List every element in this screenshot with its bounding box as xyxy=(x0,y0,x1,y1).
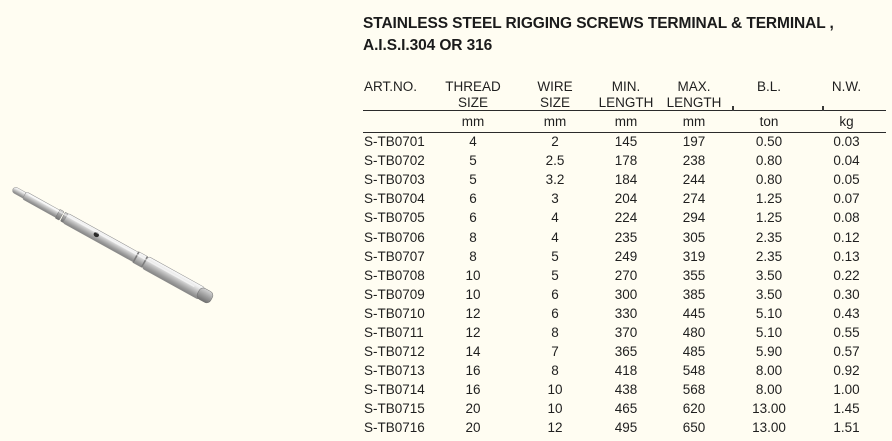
cell-bl: 5.90 xyxy=(755,344,783,360)
cell-art_no: S-TB0712 xyxy=(364,344,425,360)
col-header2-bl xyxy=(731,94,807,111)
product-photo xyxy=(0,0,345,441)
cell-art_no: S-TB0711 xyxy=(364,324,424,340)
cell-wire_size: 5 xyxy=(551,267,559,283)
cell-max_length: 197 xyxy=(682,134,706,150)
cell-bl: 1.25 xyxy=(755,210,783,226)
cell-wire_size: 6 xyxy=(551,305,559,321)
cell-thread_size: 5 xyxy=(469,153,477,169)
cell-min_length: 145 xyxy=(614,134,638,150)
cell-bl: 0.80 xyxy=(755,172,783,188)
col-header-bl: B.L. xyxy=(756,78,781,94)
cell-bl: 5.10 xyxy=(755,324,783,340)
cell-nw: 0.30 xyxy=(833,286,860,302)
cell-max_length: 244 xyxy=(682,172,706,188)
cell-min_length: 300 xyxy=(614,286,638,302)
cell-nw: 0.12 xyxy=(833,229,860,245)
cell-thread_size: 6 xyxy=(469,191,477,207)
cell-art_no: S-TB0707 xyxy=(364,248,425,264)
cell-thread_size: 12 xyxy=(465,305,481,321)
cell-bl: 2.35 xyxy=(755,229,783,245)
cell-art_no: S-TB0706 xyxy=(364,229,425,245)
cell-art_no: S-TB0703 xyxy=(364,172,425,188)
cell-bl: 13.00 xyxy=(752,401,786,417)
cell-thread_size: 12 xyxy=(465,324,481,340)
cell-bl: 3.50 xyxy=(755,286,783,302)
cell-nw: 0.08 xyxy=(833,210,860,226)
cell-wire_size: 10 xyxy=(547,401,563,417)
cell-min_length: 184 xyxy=(614,172,638,188)
unit-bl: ton xyxy=(731,110,807,132)
table-row xyxy=(363,304,886,323)
cell-thread_size: 4 xyxy=(469,134,477,150)
cell-bl: 0.80 xyxy=(755,153,783,169)
col-header-max_length: MAX. xyxy=(677,78,711,94)
cell-min_length: 465 xyxy=(614,401,638,417)
cell-min_length: 330 xyxy=(614,305,638,321)
unit-wire_size: mm xyxy=(515,110,595,132)
cell-art_no: S-TB0713 xyxy=(364,363,425,379)
col-header-art_no: ART.NO. xyxy=(364,78,418,94)
cell-art_no: S-TB0705 xyxy=(364,210,425,226)
cell-min_length: 438 xyxy=(614,382,638,398)
cell-max_length: 355 xyxy=(682,267,706,283)
cell-art_no: S-TB0708 xyxy=(364,267,425,283)
cell-bl: 8.00 xyxy=(755,382,783,398)
col-header2-wire_size: SIZE xyxy=(539,94,570,110)
cell-thread_size: 10 xyxy=(465,286,481,302)
cell-thread_size: 20 xyxy=(465,401,481,417)
cell-thread_size: 6 xyxy=(469,210,477,226)
table-row xyxy=(363,227,886,246)
cell-max_length: 385 xyxy=(682,286,706,302)
cell-art_no: S-TB0716 xyxy=(364,420,425,436)
cell-min_length: 235 xyxy=(614,229,638,245)
table-row xyxy=(363,170,886,189)
cell-nw: 0.22 xyxy=(833,267,860,283)
cell-min_length: 249 xyxy=(614,248,638,264)
cell-wire_size: 12 xyxy=(547,420,563,436)
table-row xyxy=(363,132,886,151)
cell-thread_size: 16 xyxy=(465,382,481,398)
cell-wire_size: 5 xyxy=(551,248,559,264)
col-header-thread_size: THREAD xyxy=(445,78,501,94)
spec-table-wrapper xyxy=(363,77,886,438)
cell-bl: 13.00 xyxy=(752,420,786,436)
cell-art_no: S-TB0701 xyxy=(364,134,425,150)
cell-thread_size: 14 xyxy=(465,344,481,360)
column-divider-tick xyxy=(732,106,734,111)
cell-max_length: 650 xyxy=(682,420,706,436)
cell-max_length: 480 xyxy=(682,324,706,340)
cell-wire_size: 6 xyxy=(551,286,559,302)
cell-min_length: 365 xyxy=(614,344,638,360)
cell-max_length: 445 xyxy=(682,305,706,321)
cell-max_length: 548 xyxy=(682,363,706,379)
rigging-screw-rod xyxy=(10,183,215,305)
cell-thread_size: 16 xyxy=(465,363,481,379)
cell-wire_size: 2 xyxy=(551,134,559,150)
unit-art_no xyxy=(363,110,431,132)
cell-wire_size: 2.5 xyxy=(545,153,565,169)
cell-nw: 0.03 xyxy=(833,134,860,150)
table-row xyxy=(363,247,886,266)
cell-max_length: 294 xyxy=(682,210,706,226)
unit-max_length: mm xyxy=(657,110,731,132)
table-row xyxy=(363,399,886,418)
cell-wire_size: 8 xyxy=(551,363,559,379)
table-row xyxy=(363,361,886,380)
cell-thread_size: 8 xyxy=(469,229,477,245)
cell-nw: 1.00 xyxy=(833,382,860,398)
rigging-screw-image xyxy=(0,0,345,441)
table-row xyxy=(363,208,886,227)
cell-wire_size: 3 xyxy=(551,191,559,207)
cell-art_no: S-TB0709 xyxy=(364,286,425,302)
page-title xyxy=(363,13,885,56)
cell-bl: 5.10 xyxy=(755,305,783,321)
cell-nw: 0.04 xyxy=(833,153,860,169)
cell-nw: 0.43 xyxy=(833,305,860,321)
cell-wire_size: 3.2 xyxy=(545,172,565,188)
cell-nw: 1.51 xyxy=(833,420,860,436)
title-line1: STAINLESS STEEL RIGGING SCREWS TERMINAL & TERMINAL , xyxy=(363,15,834,32)
cell-max_length: 568 xyxy=(682,382,706,398)
table-row xyxy=(363,285,886,304)
cell-bl: 0.50 xyxy=(755,134,783,150)
cell-thread_size: 8 xyxy=(469,248,477,264)
cell-art_no: S-TB0702 xyxy=(364,153,425,169)
cell-wire_size: 4 xyxy=(551,210,559,226)
cell-max_length: 319 xyxy=(682,248,706,264)
cell-art_no: S-TB0715 xyxy=(364,401,425,417)
cell-thread_size: 20 xyxy=(465,420,481,436)
cell-nw: 0.07 xyxy=(833,191,860,207)
cell-nw: 0.05 xyxy=(833,172,860,188)
cell-nw: 0.55 xyxy=(833,324,860,340)
table-row xyxy=(363,342,886,361)
cell-min_length: 495 xyxy=(614,420,638,436)
cell-thread_size: 5 xyxy=(469,172,477,188)
cell-bl: 2.35 xyxy=(755,248,783,264)
cell-bl: 1.25 xyxy=(755,191,783,207)
col-header2-max_length: LENGTH xyxy=(666,94,722,110)
header-row-1 xyxy=(363,77,886,94)
unit-thread_size: mm xyxy=(431,110,515,132)
spec-table xyxy=(363,77,886,438)
header-row-2 xyxy=(363,94,886,111)
column-divider-tick xyxy=(822,106,824,111)
cell-nw: 0.57 xyxy=(833,344,860,360)
cell-nw: 0.92 xyxy=(833,363,860,379)
col-header-min_length: MIN. xyxy=(611,78,641,94)
table-row xyxy=(363,418,886,437)
cell-max_length: 620 xyxy=(682,401,706,417)
cell-art_no: S-TB0704 xyxy=(364,191,425,207)
col-header2-nw xyxy=(807,94,886,111)
col-header2-min_length: LENGTH xyxy=(598,94,654,110)
units-row xyxy=(363,110,886,132)
table-row xyxy=(363,151,886,170)
cell-max_length: 305 xyxy=(682,229,706,245)
cell-max_length: 274 xyxy=(682,191,706,207)
cell-min_length: 370 xyxy=(614,324,638,340)
cell-min_length: 224 xyxy=(614,210,638,226)
cell-art_no: S-TB0710 xyxy=(364,305,425,321)
col-header2-art_no xyxy=(363,94,431,111)
cell-min_length: 270 xyxy=(614,267,638,283)
cell-max_length: 485 xyxy=(682,344,706,360)
unit-nw: kg xyxy=(807,110,886,132)
cell-wire_size: 7 xyxy=(551,344,559,360)
cell-min_length: 204 xyxy=(614,191,638,207)
cell-nw: 0.13 xyxy=(833,248,860,264)
table-row xyxy=(363,266,886,285)
title-line2: A.I.S.I.304 OR 316 xyxy=(363,36,493,54)
cell-min_length: 178 xyxy=(614,153,638,169)
col-header-nw: N.W. xyxy=(831,78,862,94)
spec-table-head xyxy=(363,77,886,132)
col-header-wire_size: WIRE xyxy=(537,78,573,94)
cell-nw: 1.45 xyxy=(833,401,860,417)
cell-min_length: 418 xyxy=(614,363,638,379)
cell-bl: 3.50 xyxy=(755,267,783,283)
spec-table-body xyxy=(363,132,886,438)
cell-bl: 8.00 xyxy=(755,363,783,379)
table-row xyxy=(363,380,886,399)
table-row xyxy=(363,189,886,208)
cell-wire_size: 8 xyxy=(551,324,559,340)
table-row xyxy=(363,323,886,342)
cell-max_length: 238 xyxy=(682,153,706,169)
cell-wire_size: 4 xyxy=(551,229,559,245)
col-header2-thread_size: SIZE xyxy=(457,94,488,110)
cell-thread_size: 10 xyxy=(465,267,481,283)
cell-wire_size: 10 xyxy=(547,382,563,398)
unit-min_length: mm xyxy=(595,110,657,132)
cell-art_no: S-TB0714 xyxy=(364,382,425,398)
